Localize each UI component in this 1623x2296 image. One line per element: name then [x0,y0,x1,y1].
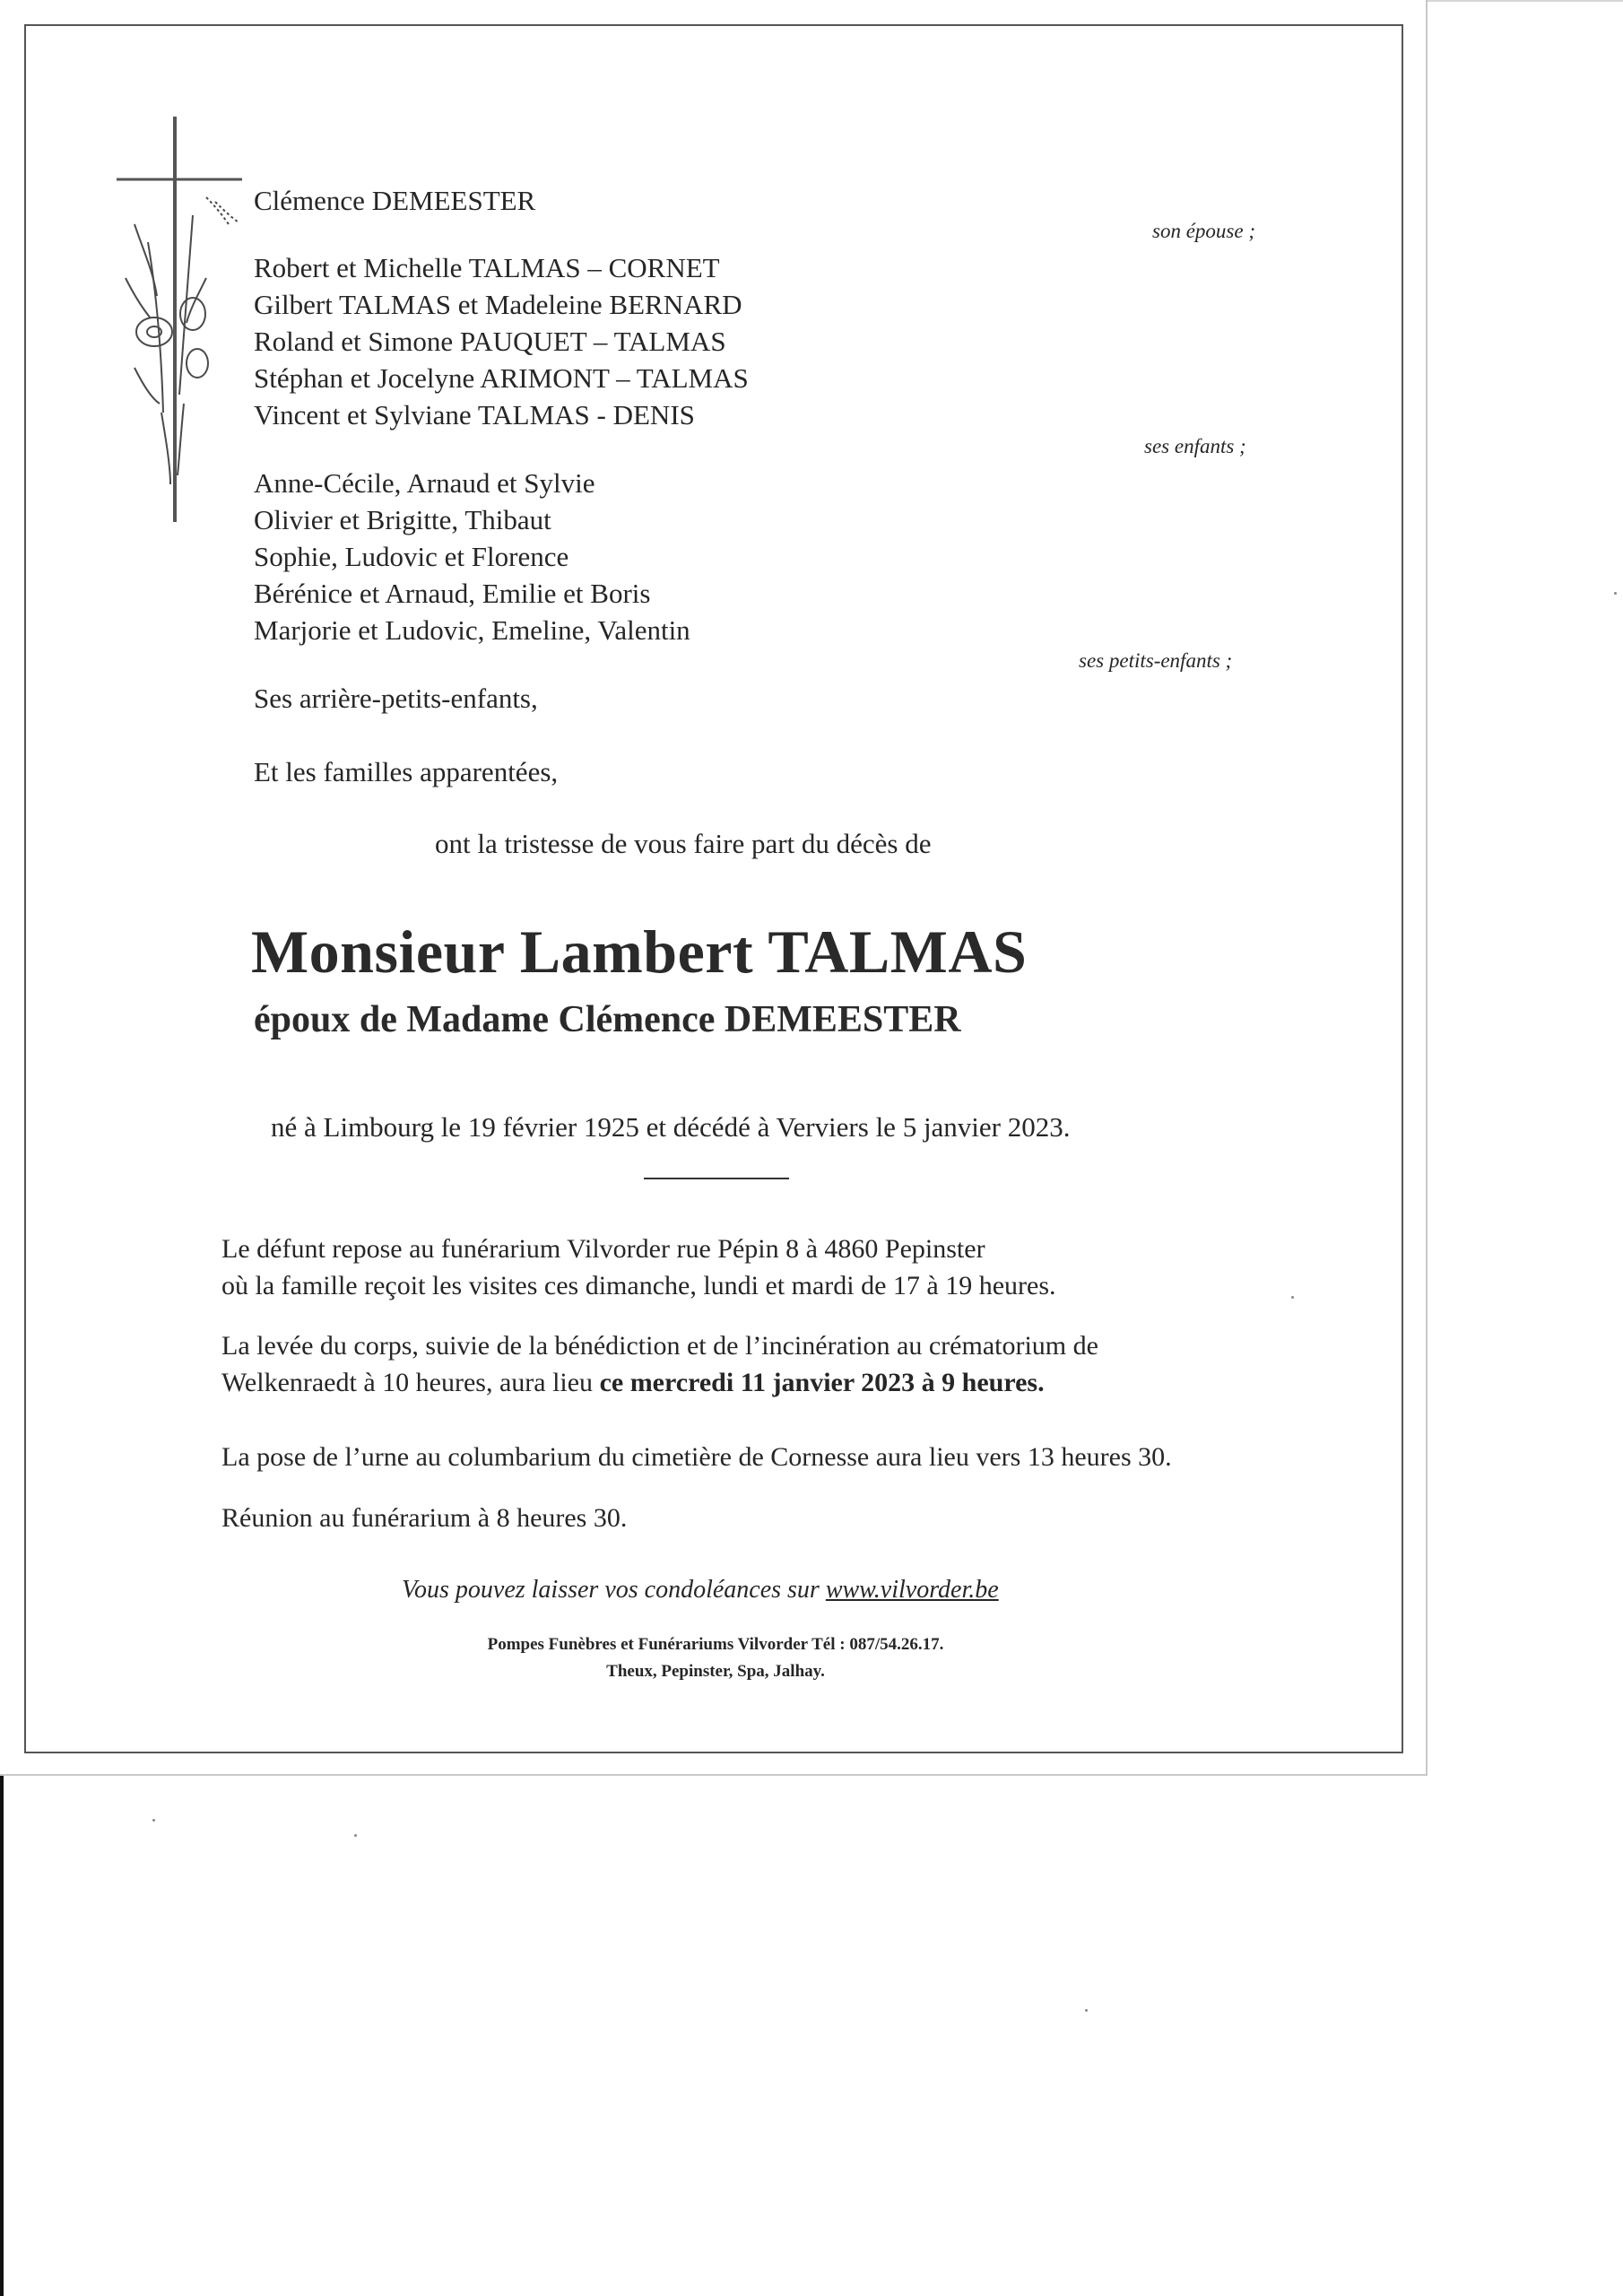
funeral-home-locations: Theux, Pepinster, Spa, Jalhay. [606,1662,825,1681]
condolences-text: Vous pouvez laisser vos condoléances sur [402,1576,826,1604]
child-line: Stéphan et Jocelyne ARIMONT – TALMAS [254,362,749,394]
separator-line [644,1178,789,1179]
condolences-line [402,1576,999,1605]
child-line: Roland et Simone PAUQUET – TALMAS [254,326,726,357]
visiting-hours-line: où la famille reçoit les visites ces dimanche, lundi et mardi de 17 à 19 heures. [221,1271,1056,1300]
spouse-name: Clémence DEMEESTER [254,185,536,216]
great-grandchildren-line: Ses arrière-petits-enfants, [254,683,538,714]
ceremony-text: Welkenraedt à 10 heures, aura lieu [221,1368,600,1397]
scan-edge-top [1428,0,1623,2]
children-role: ses enfants ; [1144,435,1246,457]
scan-speck [1085,2009,1088,2012]
scan-speck [152,1819,155,1822]
cross-with-flowers-icon [108,117,251,529]
scan-speck [1291,1296,1294,1299]
rest-location-line: Le défunt repose au funérarium Vilvorder rue Pépin 8 à 4860 Pepinster [221,1234,985,1264]
grandchild-line: Sophie, Ludovic et Florence [254,541,569,572]
birth-death-dates: né à Limbourg le 19 février 1925 et décédé à Verviers le 5 janvier 2023. [271,1111,1071,1143]
ceremony-line: La levée du corps, suivie de la bénédiction et de l’incinération au crématorium de [221,1331,1098,1361]
announcement-intro: ont la tristesse de vous faire part du décès de [435,828,932,859]
spouse-role: son épouse ; [1152,220,1255,242]
relatives-line: Et les familles apparentées, [254,756,559,787]
ceremony-line-2 [221,1364,1045,1401]
urn-line: La pose de l’urne au columbarium du cimetière de Cornesse aura lieu vers 13 heures 30. [221,1442,1172,1472]
deceased-name: Monsieur Lambert TALMAS [251,918,1028,986]
grandchild-line: Bérénice et Arnaud, Emilie et Boris [254,578,651,609]
grandchildren-role: ses petits-enfants ; [1079,649,1233,672]
meeting-line: Réunion au funérarium à 8 heures 30. [221,1503,628,1533]
ceremony-date-bold: ce mercredi 11 janvier 2023 à 9 heures. [599,1368,1045,1397]
deceased-spouse-of: époux de Madame Clémence DEMEESTER [254,999,961,1040]
scan-edge [0,1776,4,2296]
scan-speck [354,1834,357,1837]
child-line: Vincent et Sylviane TALMAS - DENIS [254,399,695,430]
child-line: Gilbert TALMAS et Madeleine BERNARD [254,289,742,320]
condolences-link[interactable]: www.vilvorder.be [825,1576,999,1604]
grandchild-line: Anne-Cécile, Arnaud et Sylvie [254,467,595,499]
grandchild-line: Marjorie et Ludovic, Emeline, Valentin [254,614,690,646]
grandchild-line: Olivier et Brigitte, Thibaut [254,504,551,535]
funeral-home-line: Pompes Funèbres et Funérariums Vilvorder Tél : 087/54.26.17. [487,1635,944,1654]
child-line: Robert et Michelle TALMAS – CORNET [254,252,720,283]
scan-speck [1614,592,1617,595]
